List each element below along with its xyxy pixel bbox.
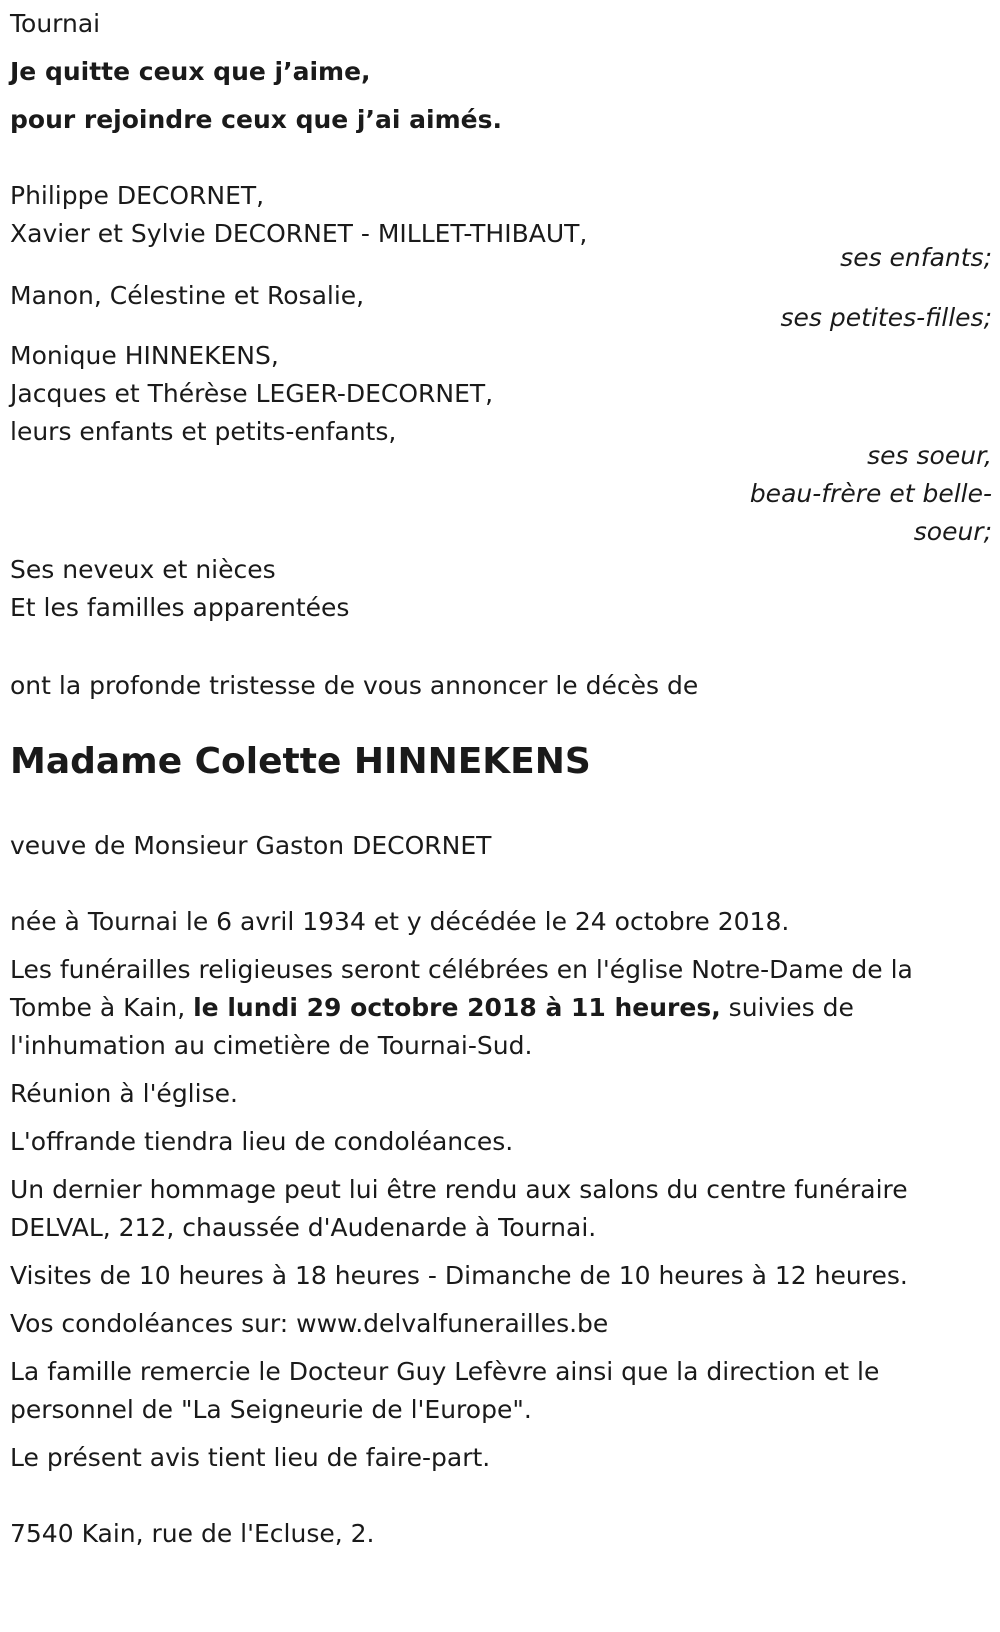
- sibling-descendants: leurs enfants et petits-enfants,: [10, 417, 397, 446]
- funeral-datetime: le lundi 29 octobre 2018 à 11 heures,: [193, 993, 721, 1022]
- funeral-followed: suivies de: [720, 993, 854, 1022]
- sibling-name: Jacques et Thérèse LEGER-DECORNET,: [10, 379, 494, 408]
- birth-death-dates: née à Tournai le 6 avril 1934 et y décédée le 24 octobre 2018.: [10, 907, 790, 936]
- thanks-line-1: La famille remercie le Docteur Guy Lefèvre ainsi que la direction et le: [10, 1357, 880, 1386]
- child-name: Philippe DECORNET,: [10, 181, 265, 210]
- visiting-hours: Visites de 10 heures à 18 heures - Dimanche de 10 heures à 12 heures.: [10, 1261, 908, 1290]
- child-name: Xavier et Sylvie DECORNET - MILLET-THIBAUT,: [10, 219, 588, 248]
- family-address: 7540 Kain, rue de l'Ecluse, 2.: [10, 1519, 375, 1548]
- offering-note: L'offrande tiendra lieu de condoléances.: [10, 1127, 514, 1156]
- condolences-website: Vos condoléances sur: www.delvalfunerailles.be: [10, 1309, 609, 1338]
- meeting-note: Réunion à l'église.: [10, 1079, 238, 1108]
- deceased-name: Madame Colette HINNEKENS: [10, 741, 591, 782]
- children-role: ses enfants;: [840, 243, 992, 272]
- notice-line: Le présent avis tient lieu de faire-part.: [10, 1443, 491, 1472]
- other-relatives: Et les familles apparentées: [10, 593, 350, 622]
- siblings-role-line: soeur;: [913, 517, 992, 546]
- funeral-line-1: Les funérailles religieuses seront célébrées en l'église Notre-Dame de la: [10, 955, 913, 984]
- grandchildren-role: ses petites-filles;: [780, 303, 992, 332]
- announcement-intro: ont la profonde tristesse de vous annoncer le décès de: [10, 671, 699, 700]
- funeral-line-2: [10, 988, 854, 1028]
- widow-of: veuve de Monsieur Gaston DECORNET: [10, 831, 492, 860]
- sibling-name: Monique HINNEKENS,: [10, 341, 279, 370]
- epitaph-line-1: Je quitte ceux que j’aime,: [10, 57, 371, 86]
- tribute-line-2: DELVAL, 212, chaussée d'Audenarde à Tournai.: [10, 1213, 597, 1242]
- thanks-line-2: personnel de "La Seigneurie de l'Europe".: [10, 1395, 532, 1424]
- city-label: Tournai: [10, 9, 101, 38]
- tribute-line-1: Un dernier hommage peut lui être rendu aux salons du centre funéraire: [10, 1175, 908, 1204]
- siblings-role-line: beau-frère et belle-: [749, 479, 992, 508]
- grandchildren-names: Manon, Célestine et Rosalie,: [10, 281, 365, 310]
- funeral-line-3: l'inhumation au cimetière de Tournai-Sud.: [10, 1031, 533, 1060]
- other-relatives: Ses neveux et nièces: [10, 555, 276, 584]
- siblings-role-line: ses soeur,: [867, 441, 992, 470]
- epitaph-line-2: pour rejoindre ceux que j’ai aimés.: [10, 105, 502, 134]
- funeral-place: Tombe à Kain,: [10, 993, 194, 1022]
